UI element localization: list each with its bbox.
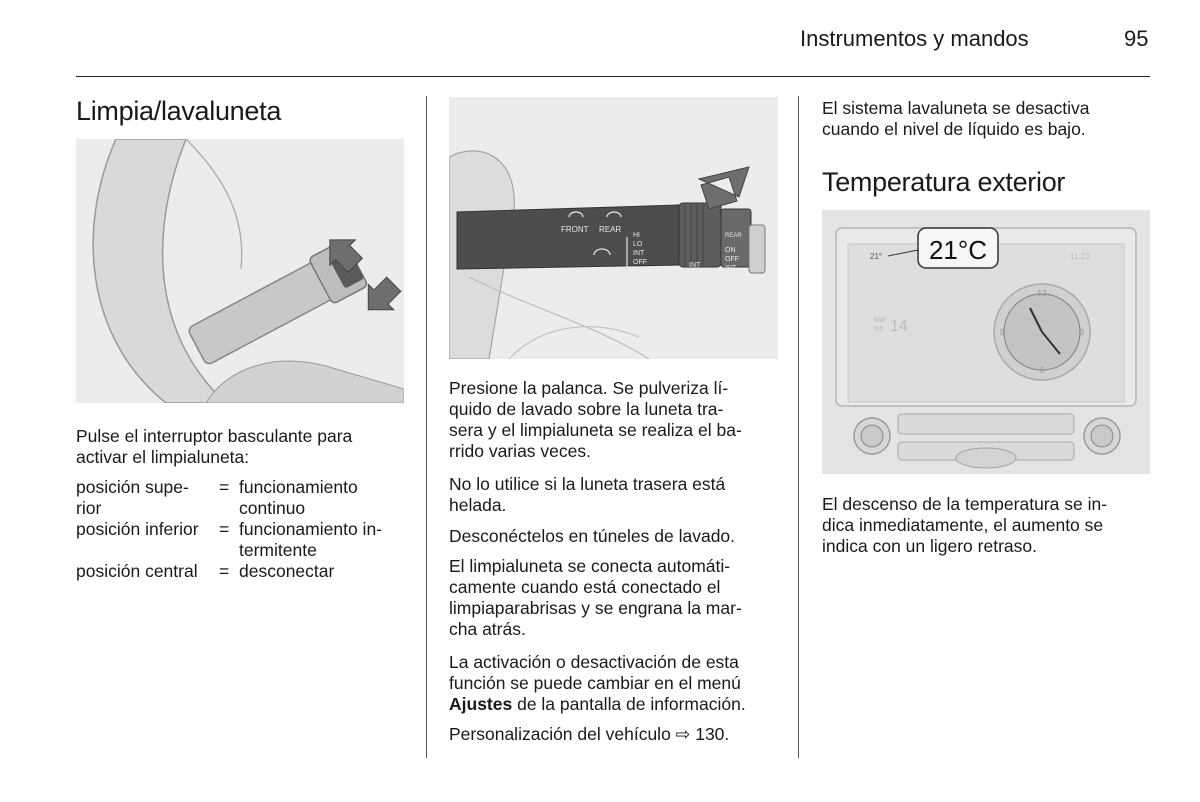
- small-temperature: 21°: [870, 252, 883, 261]
- label-rear-2: REAR: [725, 233, 742, 239]
- equals-sign: =: [219, 477, 230, 497]
- header-rule: [76, 76, 1150, 77]
- clock-12: 12: [1037, 289, 1047, 298]
- position-description: desconectar: [239, 561, 335, 581]
- position-term: posición central: [76, 561, 198, 581]
- label-rear: REAR: [599, 225, 622, 234]
- paragraph-frozen-warning: No lo utilice si la luneta trasera está helada.: [449, 474, 726, 515]
- section-heading-temperatura: Temperatura exterior: [822, 167, 1066, 197]
- info-display-illustration: [822, 210, 1150, 474]
- svg-text:feb: feb: [874, 326, 884, 333]
- cross-reference-text: Personalización del vehículo: [449, 724, 676, 744]
- intro-paragraph: Pulse el interruptor basculante para activar el limpialuneta:: [76, 426, 353, 467]
- paragraph-settings-menu: La activación o desactivación de esta función se puede cambiar en el menú Ajustes de la pantalla de información.: [449, 652, 746, 714]
- paragraph-temperature-delay: El descenso de la temperatura se in- dica inmediatamente, el aumento se indica con un ligero retraso.: [822, 494, 1108, 556]
- label-1x: 1x: [635, 269, 642, 275]
- page-ref-arrow-icon: ⇨: [675, 724, 691, 744]
- label-off-2: OFF: [725, 256, 739, 263]
- table-row: [76, 519, 411, 561]
- settings-menu-name: Ajustes: [449, 694, 513, 714]
- equals-sign: =: [219, 519, 230, 539]
- position-description: funcionamiento in- termitente: [239, 519, 382, 560]
- cross-reference[interactable]: [449, 724, 789, 745]
- wiper-stalk-illustration: [449, 97, 778, 359]
- label-int-2: INT: [689, 262, 701, 269]
- figure-wiper-stalk: [449, 97, 778, 359]
- paragraph-washer-deactivation: El sistema lavaluneta se desactiva cuando el nivel de líquido es bajo.: [822, 98, 1090, 139]
- table-row: [76, 477, 411, 519]
- position-term: posición inferior: [76, 519, 199, 539]
- clock-3: 3: [1079, 328, 1085, 337]
- label-off: OFF: [633, 259, 647, 266]
- table-row: [76, 561, 411, 582]
- label-front: FRONT: [561, 225, 589, 234]
- page-number: 95: [1124, 26, 1149, 51]
- label-int: INT: [633, 250, 645, 257]
- equals-sign: =: [219, 561, 230, 581]
- day-label: Mar: [874, 317, 887, 324]
- settings-menu-suffix: de la pantalla de información.: [512, 694, 746, 714]
- paragraph-auto-rear-wiper: El limpialuneta se conecta automáti- camente cuando está conectado el limpiaparabrisas y se engrana la mar- cha atrás.: [449, 556, 742, 639]
- label-on: ON: [725, 247, 736, 254]
- label-hi: HI: [633, 232, 640, 239]
- figure-steering-switch: [76, 139, 404, 403]
- label-int-3: INT: [725, 265, 737, 272]
- clock-9: 9: [999, 328, 1005, 337]
- position-term: posición supe- rior: [76, 477, 189, 518]
- column-divider-2: [798, 96, 799, 758]
- day-number: 14: [890, 318, 908, 335]
- paragraph-press-lever: Presione la palanca. Se pulveriza lí- quido de lavado sobre la luneta tra- sera y el limpialuneta se realiza el ba- rrido varias veces.: [449, 378, 742, 461]
- steering-wheel-illustration: [76, 139, 404, 403]
- position-description: funcionamiento continuo: [239, 477, 358, 518]
- running-header-title: Instrumentos y mandos: [800, 26, 1029, 51]
- clock-6: 6: [1039, 366, 1045, 375]
- paragraph-car-wash: Desconéctelos en túneles de lavado.: [449, 526, 736, 546]
- section-heading-limpia: Limpia/lavaluneta: [76, 96, 282, 126]
- label-lo: LO: [633, 241, 643, 248]
- switch-positions-table: [76, 477, 411, 582]
- cross-reference-page: 130.: [690, 724, 730, 744]
- figure-info-display: [822, 210, 1150, 474]
- temperature-callout-value: 21°C: [928, 235, 988, 265]
- clock-time: 11:23: [1070, 252, 1090, 261]
- column-divider-1: [426, 96, 427, 758]
